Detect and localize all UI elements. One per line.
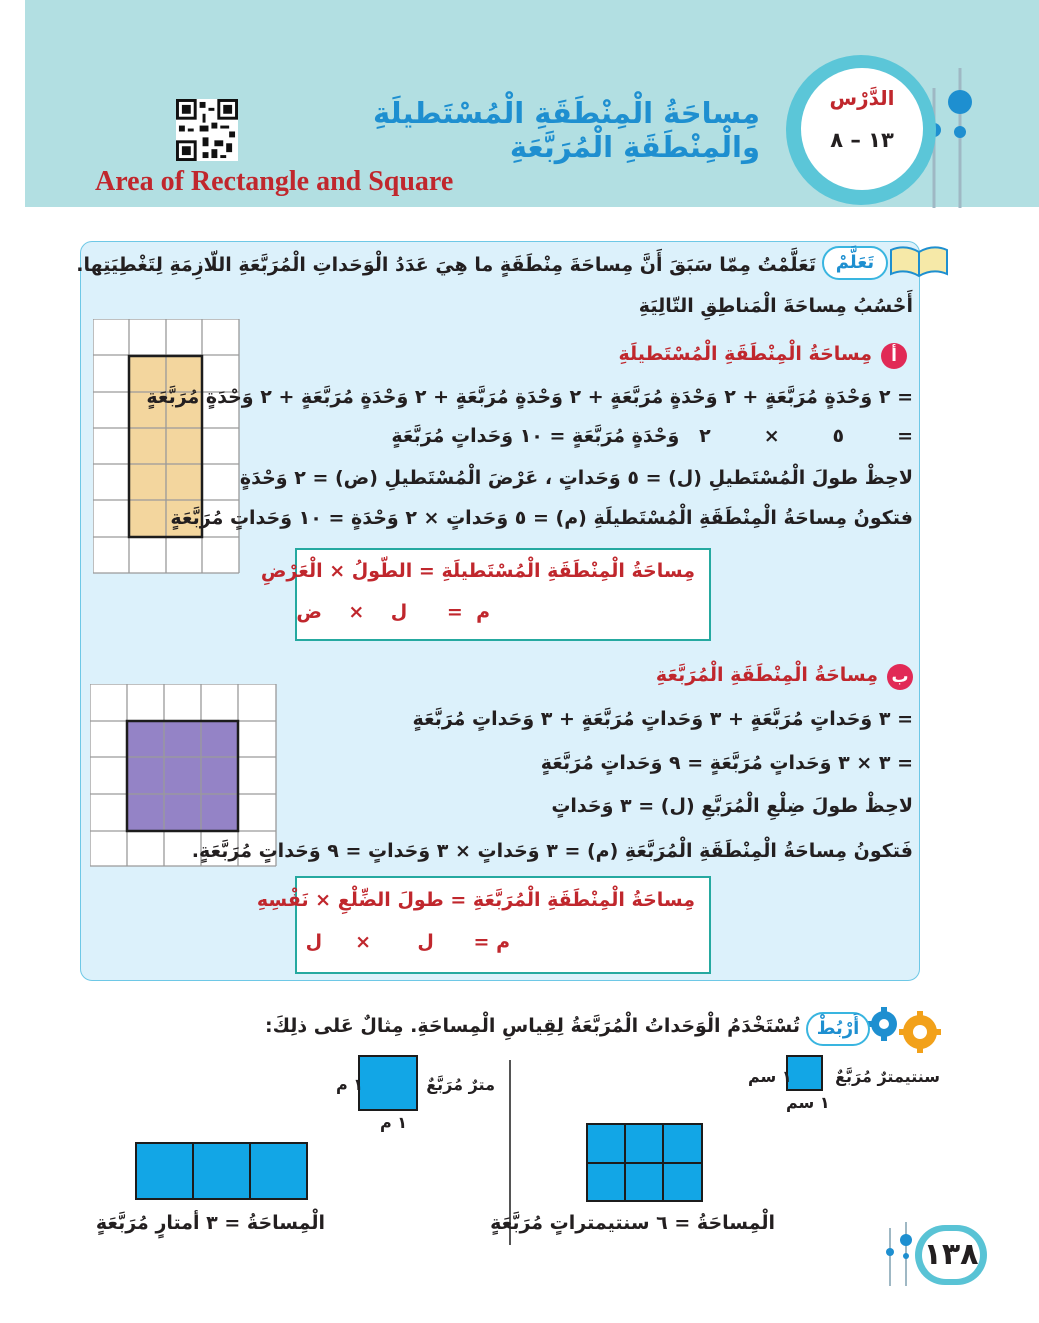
cm-side-label: ١ سم <box>748 1067 792 1086</box>
part-b-line4: فَتكونُ مِساحَةُ الْمِنْطَقَةِ الْمُرَبَّعَةِ (م) = ٣ وَحَداتٍ × ٣ وَحَداتٍ = ٩ وَحَداتٍ مُرَبَّعَةٍ. <box>191 840 913 862</box>
square-centimeter-label: سنتيمترٌ مُرَبَّعٌ <box>835 1067 940 1086</box>
part-a-line4: فتكونُ مِساحَةُ الْمِنْطَقَةِ الْمُسْتَطيلَةِ (م) = ٥ وَحَداتٍ × ٢ وَحْدَةٍ = ١٠ وَحَداتٍ مُرَبَّعَةٍ <box>170 507 913 529</box>
part-a-line2: = ٥ × ٢ وَحْدَةٍ مُرَبَّعَةٍ = ١٠ وَحَداتٍ مُرَبَّعَةٍ <box>391 425 913 447</box>
m-area-figure <box>135 1142 308 1200</box>
part-b-line2: = ٣ × ٣ وَحَداتٍ مُرَبَّعَةٍ = ٩ وَحَداتٍ مُرَبَّعَةٍ <box>540 752 913 774</box>
qr-code-icon[interactable] <box>176 99 238 161</box>
connect-text: تُسْتَخْدَمُ الْوَحَداتُ الْمُرَبَّعَةُ لِقِياسِ الْمِساحَةِ. مِثالٌ عَلى ذلِكَ: <box>264 1015 800 1037</box>
rectangle-formula-symbols: م = ل × ض <box>296 601 490 623</box>
part-b-line1: = ٣ وَحَداتٍ مُرَبَّعَةٍ + ٣ وَحَداتٍ مُرَبَّعَةٍ + ٣ وَحَداتٍ مُرَبَّعَةٍ <box>412 708 913 730</box>
part-a-line1: = ٢ وَحْدَةٍ مُرَبَّعَةٍ + ٢ وَحْدَةٍ مُرَبَّعَةٍ + ٢ وَحْدَةٍ مُرَبَّعَةٍ + ٢ وَحْدَةٍ مُرَبَّعَةٍ + ٢ وَحْدَةٍ مُرَبَّعَةٍ <box>146 386 913 408</box>
learn-intro: تَعَلَّمْتُ مِمّا سَبَقَ أَنَّ مِساحَةَ مِنْطَقَةٍ ما هِيَ عَدَدُ الْوَحَداتِ الْمُرَبَّعَةِ اللّازِمَةِ لِتَغْطِيَتِها. <box>76 254 816 276</box>
rectangle-grid-figure <box>93 319 241 575</box>
square-formula-symbols: م = ل × ل <box>305 931 510 953</box>
bullet-b: ب <box>887 664 913 690</box>
gears-icon <box>862 1004 944 1054</box>
cm-area-figure <box>586 1123 703 1202</box>
m-side-label: ١ م <box>336 1075 364 1094</box>
cm-bottom-label: ١ سم <box>786 1093 830 1112</box>
open-book-icon <box>885 244 955 280</box>
bullet-a: أ <box>881 343 907 369</box>
connect-tag: أَرْبُطْ <box>806 1012 870 1046</box>
cm-area-text: الْمِساحَةُ = ٦ سنتيمتراتٍ مُرَبَّعَةٍ <box>490 1212 775 1234</box>
square-formula-text: مِساحَةُ الْمِنْطَقَةِ الْمُرَبَّعَةِ = طولَ الضِّلْعِ × نَفْسِهِ <box>256 889 695 911</box>
rectangle-formula-text: مِساحَةُ الْمِنْطَقَةِ الْمُسْتَطيلَةِ = الطّولُ × الْعَرْضِ <box>260 560 695 582</box>
part-a-line3: لاحِظْ طولَ الْمُسْتَطيلِ (ل) = ٥ وَحَداتٍ ، عَرْضَ الْمُسْتَطيلِ (ض) = ٢ وَحْدَةٍ <box>239 467 913 489</box>
square-meter-unit <box>358 1055 418 1111</box>
lesson-label: الدَّرْس <box>829 86 895 110</box>
learn-tag: تَعَلَّمْ <box>822 246 888 280</box>
m-bottom-label: ١ م <box>380 1113 408 1132</box>
learn-instruction: أَحْسُبُ مِساحَةَ الْمَناطِقِ التّالِيَةِ <box>638 295 913 317</box>
part-b-line3: لاحِظْ طولَ ضِلْعِ الْمُرَبَّعِ (ل) = ٣ وَحَداتٍ <box>551 795 913 817</box>
part-a-heading: مِساحَةُ الْمِنْطَقَةِ الْمُسْتَطيلَةِ <box>618 343 872 365</box>
lesson-number: ١٣ – ٨ <box>830 128 894 152</box>
part-b-heading: مِساحَةُ الْمِنْطَقَةِ الْمُرَبَّعَةِ <box>655 664 878 686</box>
page-number: ١٣٨ <box>922 1231 980 1279</box>
page-title-english: Area of Rectangle and Square <box>95 166 454 197</box>
footer-towers-icon <box>878 1222 918 1286</box>
square-meter-label: مترٌ مُرَبَّعٌ <box>426 1075 495 1094</box>
m-area-text: الْمِساحَةُ = ٣ أمتارٍ مُرَبَّعَةٍ <box>95 1212 325 1234</box>
page-title-arabic: مِساحَةُ الْمِنْطَقَةِ الْمُسْتَطيلَةِ والْمِنْطَقَةِ الْمُرَبَّعَةِ <box>373 96 760 164</box>
